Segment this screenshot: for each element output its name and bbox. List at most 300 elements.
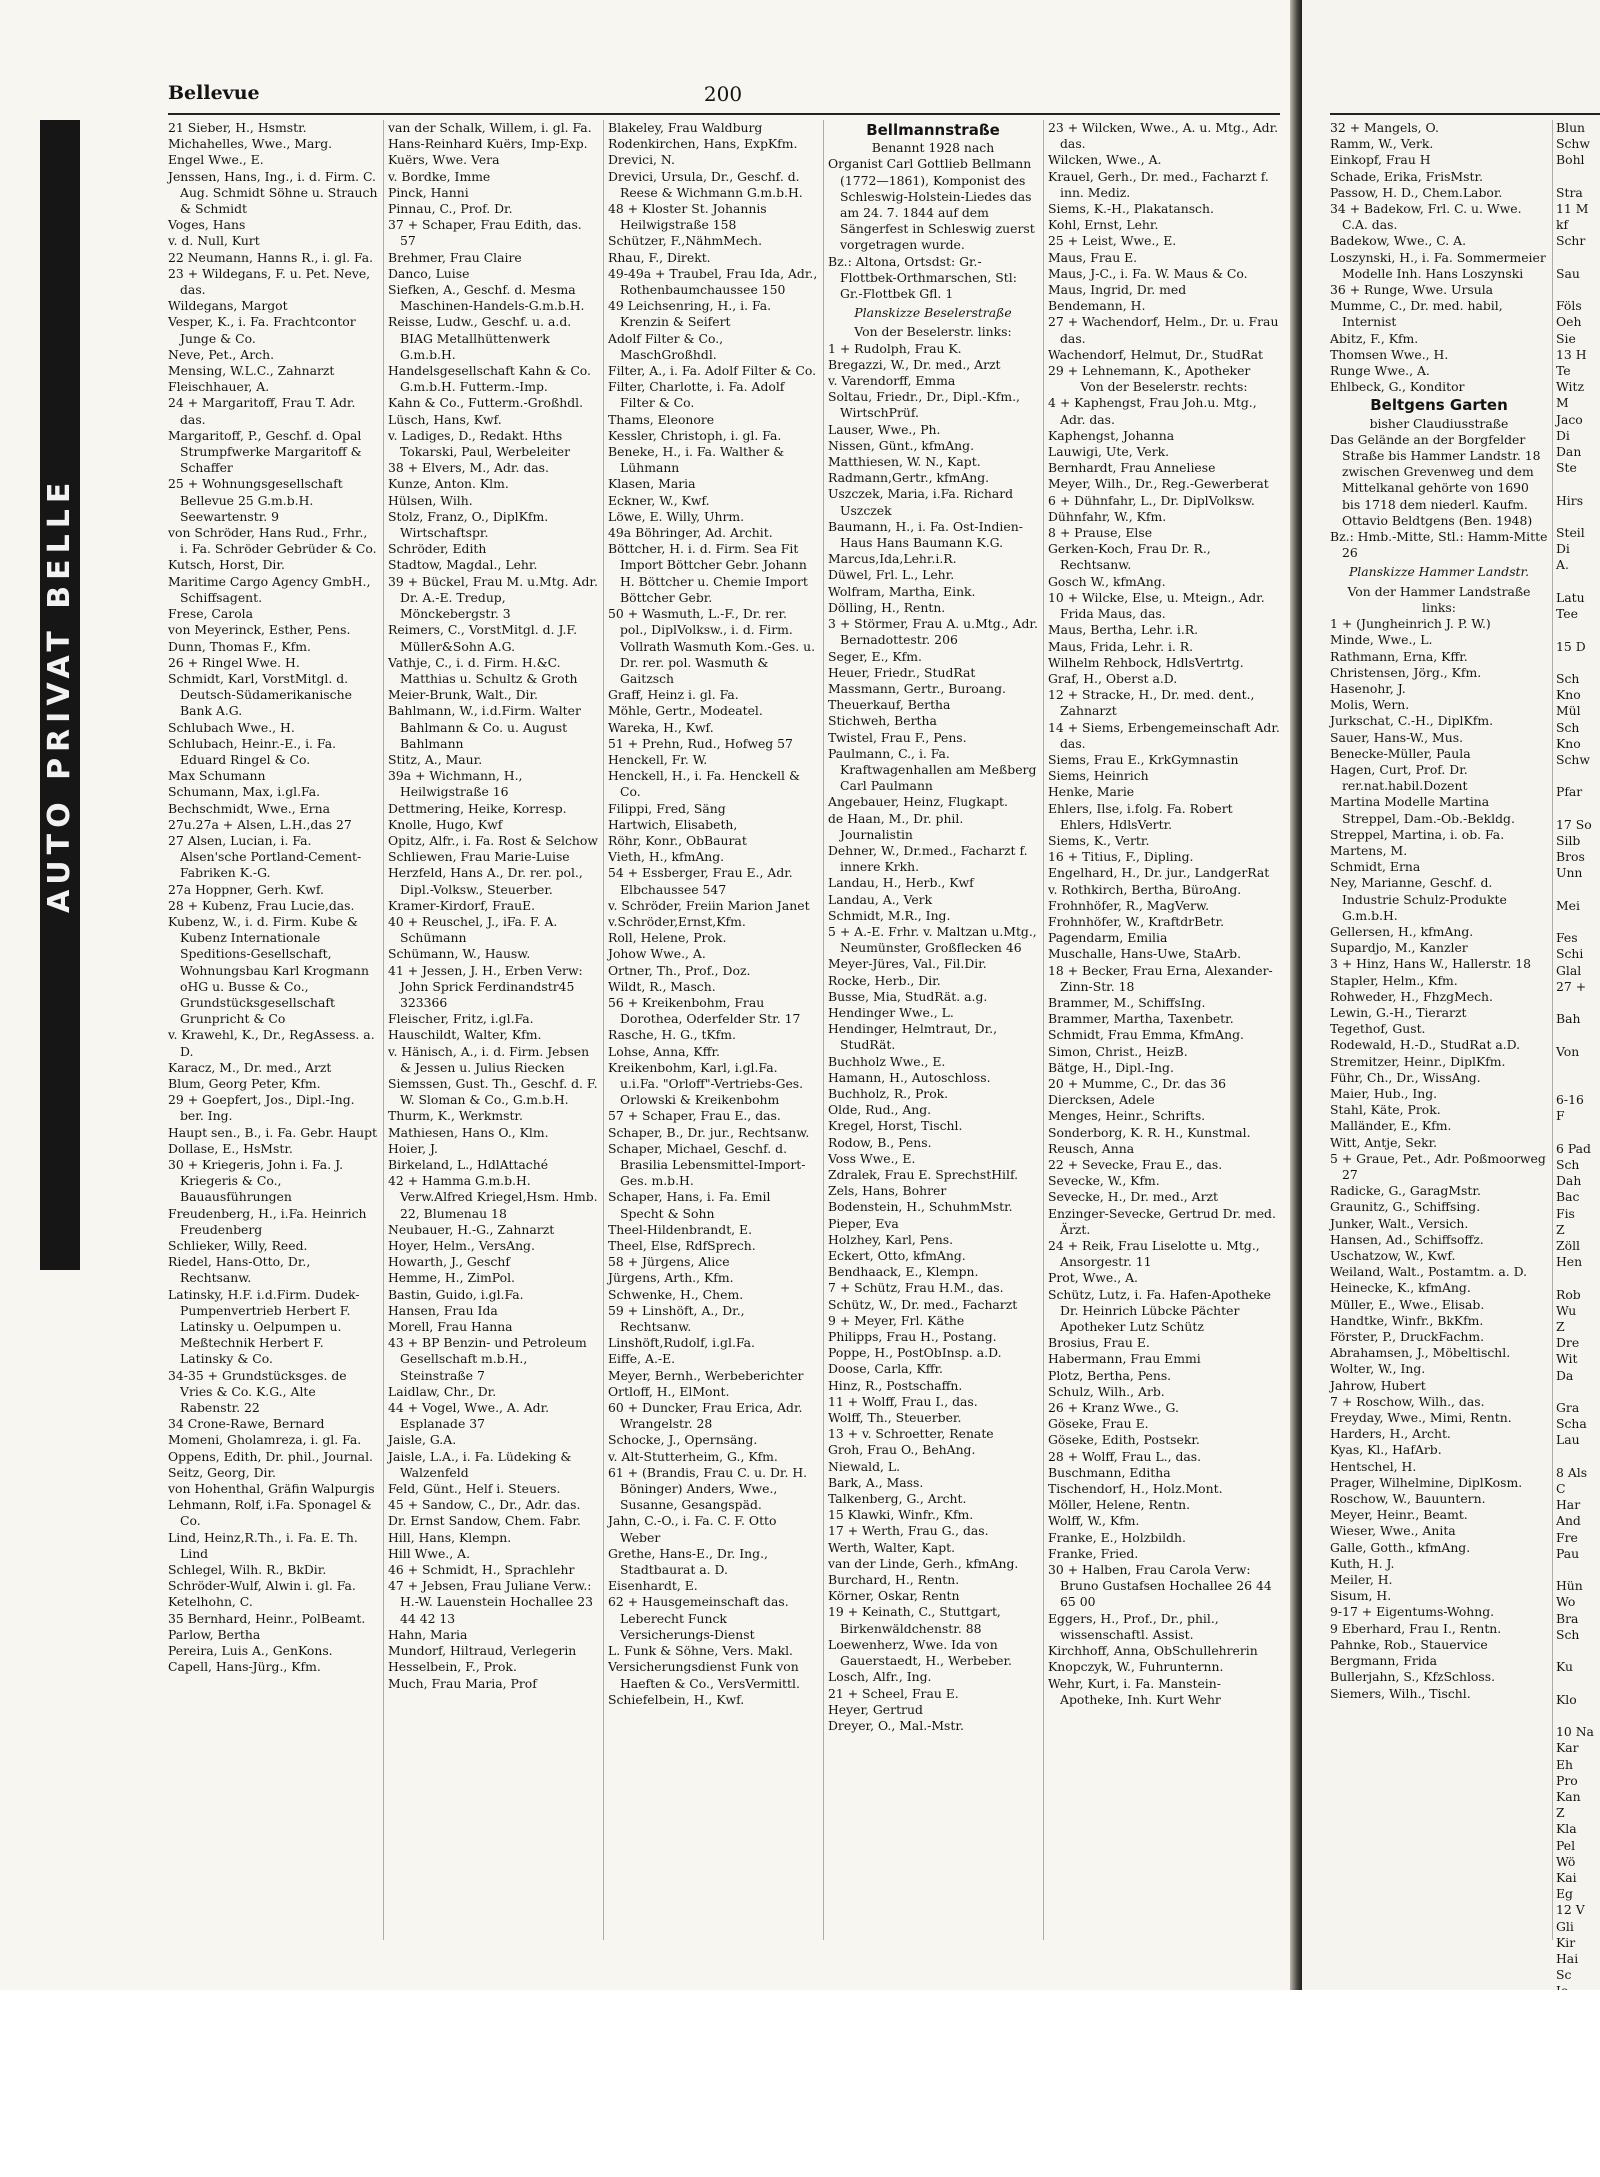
directory-column-3 [608,120,818,1940]
directory-entry: Roschow, W., Bauuntern. [1330,1491,1486,1507]
directory-entry: Busse, Mia, StudRät. a.g. [828,988,988,1004]
cut-off-line: Kai [1556,1869,1577,1885]
directory-entry: Roll, Helene, Prok. [608,930,727,946]
directory-entry: Brammer, Martha, Taxenbetr. [1048,1011,1234,1027]
cut-off-line [1556,1060,1600,1076]
directory-entry: Reusch, Anna [1048,1140,1135,1156]
directory-entry: Wildt, R., Masch. [608,978,716,994]
directory-entry: Blum, Georg Peter, Kfm. [168,1075,321,1091]
directory-entry: Hemme, H., ZimPol. [388,1270,515,1286]
directory-entry: Fleischer, Fritz, i.gl.Fa. [388,1011,534,1027]
directory-entry: Brammer, M., SchiffsIng. [1048,994,1206,1010]
directory-column-6 [1330,120,1548,1940]
directory-entry: Hans-Reinhard Kuërs, Imp-Exp. [388,136,588,152]
directory-entry: Holzhey, Karl, Pens. [828,1231,954,1247]
directory-entry: 19 + Keinath, C., Stuttgart, Birkenwäldchenstr. 88 [828,1604,1001,1636]
directory-entry: Radmann,Gertr., kfmAng. [828,470,990,486]
directory-entry: Freyday, Wwe., Mimi, Rentn. [1330,1410,1512,1426]
directory-entry: Jenssen, Hans, Ing., i. d. Firm. C. Aug. Schmidt Söhne u. Strauch & Schmidt [168,168,378,217]
directory-entry: 34 + Badekow, Frl. C. u. Wwe. C.A. das. [1330,201,1522,233]
directory-entry: 29 + Lehnemann, K., Apotheker [1048,363,1251,379]
directory-entry: 43 + BP Benzin- und Petroleum Gesellschaft m.b.H., Steinstraße 7 [388,1335,587,1383]
directory-entry: 46 + Schmidt, H., Sprachlehr [388,1562,575,1578]
directory-entry: Molis, Wern. [1330,697,1410,713]
directory-entry: Eiffe, A.-E. [608,1351,676,1367]
directory-entry: Schumann, Max, i.gl.Fa. [168,784,321,800]
directory-entry: Schlubach, Heinr.-E., i. Fa. Eduard Ringel & Co. [168,735,337,767]
directory-entry: 24 + Reik, Frau Liselotte u. Mtg., Ansorgestr. 11 [1048,1238,1260,1270]
directory-entry: Witt, Antje, Sekr. [1330,1134,1438,1150]
directory-entry: Matthiesen, W. N., Kapt. [828,454,981,470]
cut-off-line [1556,250,1600,266]
directory-entry: Rhau, F., Direkt. [608,249,711,265]
directory-entry: Bernhardt, Frau Anneliese [1048,460,1216,476]
directory-entry: 30 + Halben, Frau Carola Verw: Bruno Gustafsen Hochallee 26 44 65 00 [1048,1562,1272,1610]
directory-entry: 27a Hoppner, Gerh. Kwf. [168,881,324,897]
street-title: Bellmannstraße [866,121,1000,139]
directory-entry: Drevici, N. [608,152,675,168]
cut-off-line: Ku [1556,1659,1573,1675]
directory-entry: 25 + Leist, Wwe., E. [1048,233,1177,249]
directory-entry: Düwel, Frl. L., Lehr. [828,567,955,583]
directory-entry: Diercksen, Adele [1048,1092,1155,1108]
directory-entry: Ehlers, Ilse, i.folg. Fa. Robert Ehlers, HdlsVertr. [1048,800,1233,832]
directory-entry: Galle, Gotth., kfmAng. [1330,1539,1471,1555]
directory-entry: Hoier, J. [388,1140,438,1156]
directory-entry: Feld, Günt., Helf i. Steuers. [388,1481,561,1497]
section-subheading: Benannt 1928 nach [871,140,995,156]
directory-entry: Schütz, Lutz, i. Fa. Hafen-Apotheke Dr. Heinrich Lübcke Pächter Apotheker Lutz Schütz [1048,1286,1271,1335]
directory-entry: 27 Alsen, Lucian, i. Fa. Alsen'sche Portland-Cement-Fabriken K.-G. [168,832,362,881]
directory-entry: 35 Bernhard, Heinr., PolBeamt. [168,1610,366,1626]
directory-entry: Stolz, Franz, O., DiplKfm. Wirtschaftspr. [388,508,549,541]
directory-entry: Rasche, H. G., tKfm. [608,1027,736,1043]
directory-entry: Wolff, W., Kfm. [1048,1513,1140,1529]
directory-entry: Organist Carl Gottlieb Bellmann (1772—1861), Komponist des Schleswig-Holstein-Liedes das am 24. 7. 1844 auf dem Sängerfest in Schleswig zuerst vorgetragen wurde. [828,156,1035,253]
cut-off-line: Te [1556,363,1571,379]
directory-entry: Neubauer, H.-G., Zahnarzt [388,1221,555,1237]
directory-entry: Zdralek, Frau E. SprechstHilf. [828,1167,1019,1182]
directory-entry: Lewin, G.-H., Tierarzt [1330,1004,1467,1020]
directory-entry: Rohweder, H., FhzgMech. [1330,988,1493,1004]
directory-entry: Linshöft,Rudolf, i.gl.Fa. [608,1335,755,1351]
cut-off-line [1556,1125,1600,1141]
directory-entry: Tegethof, Gust. [1330,1021,1426,1037]
directory-entry: Siems, Heinrich [1048,768,1149,784]
directory-entry: Meier-Brunk, Walt., Dir. [388,687,538,703]
directory-entry: Löwe, E. Willy, Uhrm. [608,508,745,524]
directory-entry: Röhr, Konr., ObBaurat [608,832,747,848]
directory-entry: Vieth, H., kfmAng. [608,849,725,865]
directory-entry: Hendinger Wwe., L. [828,1004,954,1020]
column-divider [383,120,384,1940]
scan-margin [0,1990,1600,2177]
directory-entry: Plotz, Bertha, Pens. [1048,1367,1172,1383]
directory-entry: Wolfram, Martha, Eink. [828,583,976,599]
directory-entry: Kessler, Christoph, i. gl. Fa. [608,427,782,443]
cut-off-line: 8 Als [1556,1464,1588,1480]
directory-entry: 58 + Jürgens, Alice [608,1254,730,1270]
directory-entry: 34-35 + Grundstücksges. de Vries & Co. K.G., Alte Rabenstr. 22 [168,1367,347,1416]
cut-off-line: Dah [1556,1173,1582,1189]
directory-entry: Dettmering, Heike, Korresp. [388,800,567,816]
directory-entry: Körner, Oskar, Rentn [828,1588,960,1604]
directory-entry: Rodewald, H.-D., StudRat a.D. [1330,1037,1521,1053]
directory-entry: 7 + Roschow, Wilh., das. [1330,1393,1485,1409]
cut-off-line [1556,768,1600,784]
directory-entry: Siems, Frau E., KrkGymnastin [1048,751,1239,767]
directory-entry: Freudenberg, H., i.Fa. Heinrich Freudenberg [168,1205,367,1237]
street-title: Beltgens Garten [1370,396,1508,415]
directory-entry: Kirchhoff, Anna, ObSchullehrerin [1048,1643,1258,1659]
directory-entry: Wolter, W., Ing. [1330,1361,1426,1377]
cut-off-line [1556,476,1600,492]
cut-off-line: Wö [1556,1853,1576,1869]
cut-off-line: Dre [1556,1335,1580,1351]
cut-off-line: Witz [1556,379,1584,395]
directory-entry: Maus, J-C., i. Fa. W. Maus & Co. [1048,265,1248,281]
directory-entry: de Haan, M., Dr. phil. Journalistin [828,810,964,842]
directory-entry: Rocke, Herb., Dir. [828,972,941,988]
directory-entry: Landau, H., Herb., Kwf [828,875,974,891]
directory-entry: 57 + Schaper, Frau E., das. [608,1108,781,1124]
cut-off-line: C [1556,1481,1566,1497]
directory-entry: Rodow, B., Pens. [828,1134,932,1150]
directory-entry: Burchard, H., Rentn. [828,1572,960,1588]
cut-off-line: Wo [1556,1594,1576,1610]
directory-entry: Passow, H. D., Chem.Labor. [1330,184,1503,200]
directory-entry: Dr. Ernst Sandow, Chem. Fabr. [388,1513,581,1529]
directory-entry: Angebauer, Heinz, Flugkapt. [828,794,1008,810]
directory-entry: Harders, H., Archt. [1330,1426,1451,1442]
cut-off-line: Di [1556,541,1570,557]
cut-off-line [1556,169,1600,185]
directory-entry: Pagendarm, Emilia [1048,930,1168,946]
directory-entry: Filter, Charlotte, i. Fa. Adolf Filter & Co. [608,379,785,411]
directory-entry: Menges, Heinr., Schrifts. [1048,1108,1206,1124]
cut-off-line: 27 + [1556,978,1587,994]
directory-entry: Brehmer, Frau Claire [388,249,522,265]
directory-entry: 32 + Mangels, O. [1330,120,1439,135]
cut-off-line: Tee [1556,606,1578,622]
directory-entry: 39a + Wichmann, H., Heilwigstraße 16 [388,768,523,800]
directory-entry: Engel Wwe., E. [168,152,264,168]
cut-off-line: Wu [1556,1302,1577,1318]
cut-off-line: Kar [1556,1740,1579,1756]
directory-entry: Loszynski, H., i. Fa. Sommermeier Modelle Inh. Hans Loszynski [1330,249,1546,281]
directory-entry: Grethe, Hans-E., Dr. Ing., Stadtbaurat a. D. [608,1545,768,1578]
directory-entry: Hentschel, H. [1330,1458,1417,1474]
directory-entry: Ketelhohn, C. [168,1594,253,1610]
directory-entry: Olde, Rud., Ang. [828,1102,932,1118]
directory-entry: Landau, A., Verk [828,891,933,907]
cut-off-line [1556,1562,1600,1578]
directory-entry: v.Schröder,Ernst,Kfm. [608,913,746,929]
directory-entry: 27 + Wachendorf, Helm., Dr. u. Frau das. [1048,314,1279,346]
directory-entry: 3 + Störmer, Frau A. u.Mtg., Adr. Bernadottestr. 206 [828,616,1038,648]
directory-entry: Max Schumann [168,768,266,784]
directory-entry: 39 + Bückel, Frau M. u.Mtg. Adr. Dr. A.-E. Tredup, Mönckebergstr. 3 [388,573,598,622]
column-divider [823,120,824,1940]
directory-entry: Capell, Hans-Jürg., Kfm. [168,1659,321,1675]
directory-entry: Schützer, F.,NähmMech. [608,233,763,249]
directory-entry: Reimers, C., VorstMitgl. d. J.F. Müller&Sohn A.G. [388,622,578,654]
directory-entry: Kramer-Kirdorf, FrauE. [388,897,536,913]
cut-off-line: Von [1556,1043,1580,1059]
directory-entry: 12 + Stracke, H., Dr. med. dent., Zahnarzt [1048,687,1255,719]
directory-entry: Herzfeld, Hans A., Dr. rer. pol., Dipl.-Volksw., Steuerber. [388,865,583,897]
directory-entry: Jürgens, Arth., Kfm. [608,1270,734,1286]
directory-entry: Groh, Frau O., BehAng. [828,1442,976,1458]
directory-entry: Franke, Fried. [1048,1545,1139,1561]
directory-entry: Martens, M. [1330,842,1408,858]
cut-off-line: Sch [1556,1626,1580,1642]
directory-entry: Hendinger, Helmtraut, Dr., StudRät. [828,1021,998,1053]
page-number: 200 [703,82,743,106]
directory-entry: Bendhaack, E., Klempn. [828,1264,979,1280]
directory-entry: Hansen, Frau Ida [388,1302,498,1318]
cut-off-line: Schi [1556,946,1584,962]
column-divider [1552,120,1553,1940]
cut-off-line: Glal [1556,962,1582,978]
directory-entry: 5 + Graue, Pet., Adr. Poßmoorweg 27 [1330,1150,1546,1182]
directory-entry: 7 + Schütz, Frau H.M., das. [828,1280,1004,1296]
directory-entry: Beneke, H., i. Fa. Walther & Lühmann [608,444,785,476]
directory-entry: 29 + Goepfert, Jos., Dipl.-Ing. ber. Ing. [168,1092,355,1124]
directory-entry: Minde, Wwe., L. [1330,632,1433,648]
directory-entry: Siefken, A., Geschf. d. Mesma Maschinen-Handels-G.m.b.H. [388,282,585,314]
directory-entry: Adolf Filter & Co., MaschGroßhdl. [608,330,724,362]
header-rule [168,113,1280,115]
directory-entry: 1 + (Jungheinrich J. P. W.) [1330,616,1491,632]
directory-entry: Danco, Luise [388,265,470,281]
directory-entry: Jurkschat, C.-H., DiplKfm. [1330,713,1494,729]
directory-entry: Voss Wwe., E. [828,1150,916,1166]
directory-entry: 4 + Kaphengst, Frau Joh.u. Mtg., Adr. das. [1048,395,1257,427]
directory-entry: 22 Neumann, Hanns R., i. gl. Fa. [168,249,374,265]
directory-entry: von Meyerinck, Esther, Pens. [168,622,351,638]
cut-off-line: M [1556,395,1569,411]
directory-entry: 54 + Essberger, Frau E., Adr. Elbchaussee 547 [608,865,793,897]
directory-entry: Badekow, Wwe., C. A. [1330,233,1467,249]
directory-entry: Möller, Helene, Rentn. [1048,1497,1191,1513]
directory-entry: Frohnhöfer, W., KraftdrBetr. [1048,913,1225,929]
cut-off-line: 13 H [1556,346,1587,362]
directory-entry: 44 + Vogel, Wwe., A. Adr. Esplanade 37 [388,1400,550,1432]
directory-entry: Jahn, C.-O., i. Fa. C. F. Otto Weber [608,1513,777,1545]
cut-off-line: Fis [1556,1205,1575,1221]
directory-entry: Dehner, W., Dr.med., Facharzt f. innere Krkh. [828,842,1028,875]
directory-entry: 3 + Hinz, Hans W., Hallerstr. 18 [1330,956,1532,972]
directory-entry: Mundorf, Hiltraud, Verlegerin [388,1643,577,1659]
directory-entry: 18 + Becker, Frau Erna, Alexander-Zinn-Str. 18 [1048,962,1273,994]
cut-off-line: Unn [1556,865,1583,881]
cut-off-line: Pau [1556,1545,1580,1561]
directory-entry: Theel, Else, RdfSprech. [608,1238,756,1254]
directory-column-2 [388,120,598,1940]
cut-off-line: Sch [1556,670,1580,686]
directory-entry: Kohl, Ernst, Lehr. [1048,217,1159,233]
cut-off-line: Dan [1556,444,1582,460]
section-subheading: Von der Beselerstr. links: [854,324,1012,340]
directory-entry: v. Rothkirch, Bertha, BüroAng. [1048,881,1242,897]
directory-entry: Henke, Marie [1048,784,1135,800]
directory-entry: Gosch W., kfmAng. [1048,573,1166,589]
directory-entry: von Schröder, Hans Rud., Frhr., i. Fa. Schröder Gebrüder & Co. [168,525,377,557]
directory-entry: Laidlaw, Chr., Dr. [388,1383,497,1399]
directory-entry: Schütz, W., Dr. med., Facharzt [828,1296,1018,1312]
directory-entry: Stitz, A., Maur. [388,751,483,767]
directory-entry: Schaper, Michael, Geschf. d. Brasilia Lebensmittel-Import-Ges. m.b.H. [608,1140,806,1189]
cut-off-line: Bros [1556,849,1585,865]
directory-entry: Niewald, L. [828,1458,901,1474]
directory-entry: Hamann, H., Autoschloss. [828,1069,991,1085]
directory-entry: 23 + Wilcken, Wwe., A. u. Mtg., Adr. das. [1048,120,1279,152]
directory-entry: 1 + Rudolph, Frau K. [828,340,962,356]
directory-entry: 5 + A.-E. Frhr. v. Maltzan u.Mtg., Neumünster, Großflecken 46 [828,923,1037,956]
directory-entry: Simon, Christ., HeizB. [1048,1043,1188,1059]
directory-entry: Knolle, Hugo, Kwf [388,816,503,832]
plan-sketch-label: Planskizze Hammer Landstr. [1348,564,1530,580]
directory-entry: Meyer-Jüres, Val., Fil.Dir. [828,956,987,972]
directory-entry: Bergmann, Frida [1330,1653,1438,1669]
directory-entry: Ehlbeck, G., Konditor [1330,379,1465,395]
cut-off-line [1556,622,1600,638]
cut-off-line [1556,1449,1600,1465]
directory-entry: Hartwich, Elisabeth, [608,816,738,832]
cut-off-line: Gra [1556,1400,1580,1416]
directory-entry: 16 + Titius, F., Dipling. [1048,849,1194,865]
directory-entry: Werth, Walter, Kapt. [828,1539,956,1555]
cut-off-line: 17 So [1556,816,1592,832]
directory-entry: 21 + Scheel, Frau E. [828,1685,959,1701]
directory-entry: Theel-Hildenbrandt, E. [608,1221,753,1237]
directory-entry: Kyas, Kl., HafArb. [1330,1442,1442,1458]
directory-entry: Bahlmann, W., i.d.Firm. Walter Bahlmann & Co. u. August Bahlmann [388,703,581,751]
directory-entry: Buchholz, R., Prok. [828,1085,949,1101]
directory-entry: 15 Klawki, Winfr., Kfm. [828,1507,974,1523]
directory-entry: Thams, Eleonore [608,411,715,427]
directory-entry: Kuth, H. J. [1330,1555,1395,1571]
directory-entry: Latinsky, H.F. i.d.Firm. Dudek-Pumpenvertrieb Herbert F. Latinsky u. Oelpumpen u. Meßtechnik Herbert F. Latinsky & Co. [168,1286,360,1367]
directory-entry: Klasen, Maria [608,476,696,492]
directory-entry: Förster, P., DruckFachm. [1330,1329,1485,1345]
cut-off-line: Oeh [1556,314,1582,330]
cut-off-line [1556,1708,1600,1724]
directory-entry: Stichweh, Bertha [828,713,937,729]
directory-entry: Hansen, Ad., Schiffsoffz. [1330,1231,1484,1247]
directory-entry: Schaper, B., Dr. jur., Rechtsanw. [608,1124,810,1140]
directory-entry: Eggers, H., Prof., Dr., phil., wissenschaftl. Assist. [1048,1610,1219,1642]
cut-off-line: And [1556,1513,1581,1529]
directory-entry: Kubenz, W., i. d. Firm. Kube & Kubenz Internationale Speditions-Gesellschaft, Wohnungsbau Karl Krogmann oHG u. Busse & Co., Grundstücksgesellschaft Grunpricht & Co [168,913,369,1027]
cut-off-line [1556,655,1600,671]
directory-entry: 34 Crone-Rawe, Bernard [168,1416,325,1432]
directory-entry: van der Schalk, Willem, i. gl. Fa. [388,120,592,135]
directory-entry: Sauer, Hans-W., Mus. [1330,729,1464,745]
directory-entry: Buchholz Wwe., E. [828,1053,946,1069]
directory-entry: Maus, Bertha, Lehr. i.R. [1048,622,1199,638]
directory-entry: Ortloff, H., ElMont. [608,1383,730,1399]
cut-off-line: Kno [1556,687,1581,703]
directory-entry: Wilcken, Wwe., A. [1048,152,1162,168]
directory-entry: Prager, Wilhelmine, DiplKosm. [1330,1474,1523,1490]
running-head: Bellevue [168,82,260,104]
directory-entry: Bz.: Hmb.-Mitte, Stl.: Hamm-Mitte 26 [1330,529,1548,561]
directory-entry: Frese, Carola [168,606,254,622]
directory-entry: Schlubach Wwe., H. [168,719,295,735]
directory-entry: Jaisle, L.A., i. Fa. Lüdeking & Walzenfeld [388,1448,572,1480]
directory-entry: Philipps, Frau H., Postang. [828,1329,997,1345]
directory-entry: Wehr, Kurt, i. Fa. Manstein-Apotheke, Inh. Kurt Wehr [1048,1675,1221,1707]
directory-entry: Wareka, H., Kwf. [608,719,714,735]
directory-entry: Schaper, Hans, i. Fa. Emil Specht & Sohn [608,1189,771,1221]
directory-entry: van der Linde, Gerh., kfmAng. [828,1555,1019,1571]
directory-entry: Meiler, H. [1330,1572,1393,1588]
directory-entry: Müller, E., Wwe., Elisab. [1330,1296,1485,1312]
directory-entry: Massmann, Gertr., Buroang. [828,680,1006,696]
cut-off-line: Schr [1556,233,1586,249]
directory-entry: Birkeland, L., HdlAttaché [388,1157,549,1172]
directory-entry: Bodenstein, H., SchuhmMstr. [828,1199,1013,1215]
directory-entry: Johow Wwe., A. [608,946,706,962]
directory-entry: Tischendorf, H., Holz.Mont. [1048,1481,1223,1497]
directory-entry: Hill, Hans, Klempn. [388,1529,512,1545]
cut-off-line: Sau [1556,265,1580,281]
directory-entry: Sonderborg, K. R. H., Kunstmal. [1048,1124,1251,1140]
directory-entry: Wildegans, Margot [168,298,288,314]
directory-entry: Dühnfahr, W., Kfm. [1048,508,1167,524]
directory-entry: Kuërs, Wwe. Vera [388,152,500,168]
directory-entry: Nissen, Günt., kfmAng. [828,437,975,453]
directory-entry: Stahl, Käte, Prok. [1330,1102,1441,1118]
directory-entry: Schmidt, Erna [1330,859,1421,875]
directory-entry: Howarth, J., Geschf [388,1254,510,1270]
cut-off-line: Steil [1556,525,1585,541]
directory-entry: Schröder-Wulf, Alwin i. gl. Fa. [168,1578,356,1594]
directory-entry: Marcus,Ida,Lehr.i.R. [828,551,957,567]
directory-entry: Führ, Ch., Dr., WissAng. [1330,1069,1481,1085]
directory-entry: Maus, Frau E. [1048,249,1138,265]
directory-entry: Pinnau, C., Prof. Dr. [388,201,513,217]
directory-entry: Wachendorf, Helmut, Dr., StudRat [1048,346,1263,362]
directory-entry: v. Krawehl, K., Dr., RegAssess. a. D. [168,1027,375,1059]
directory-entry: Eisenhardt, E. [608,1578,698,1594]
directory-entry: Uszczek, Maria, i.Fa. Richard Uszczek [828,486,1014,518]
directory-entry: Schmidt, Karl, VorstMitgl. d. Deutsch-Südamerikanische Bank A.G. [168,670,352,719]
directory-entry: Paulmann, C., i. Fa. Kraftwagenhallen am Meßberg Carl Paulmann [828,745,1037,794]
directory-entry: Siemers, Wilh., Tischl. [1330,1685,1471,1701]
cut-off-line: Wit [1556,1351,1578,1367]
directory-entry: Engelhard, H., Dr. jur., LandgerRat [1048,865,1270,881]
directory-entry: 9 + Meyer, Frl. Käthe [828,1312,965,1328]
directory-entry: 11 + Wolff, Frau I., das. [828,1393,978,1409]
cut-off-line [1556,1643,1600,1659]
directory-entry: Seitz, Georg, Dir. [168,1464,276,1480]
directory-entry: Hülsen, Wilh. [388,492,473,508]
directory-entry: Hill Wwe., A. [388,1545,471,1561]
directory-entry: Maus, Frida, Lehr. i. R. [1048,638,1194,654]
cut-off-line: 6-16 [1556,1092,1584,1108]
directory-entry: Enzinger-Sevecke, Gertrud Dr. med. Ärzt. [1048,1205,1276,1237]
cut-off-line [1556,1027,1600,1043]
directory-entry: v. Bordke, Imme [388,168,491,184]
cut-off-line: Eg [1556,1886,1573,1902]
directory-entry: Schiefelbein, H., Kwf. [608,1691,745,1707]
directory-entry: Schwenke, H., Chem. [608,1286,744,1302]
directory-entry: Heuer, Friedr., StudRat [828,664,976,680]
directory-entry: Theuerkauf, Bertha [828,697,951,713]
